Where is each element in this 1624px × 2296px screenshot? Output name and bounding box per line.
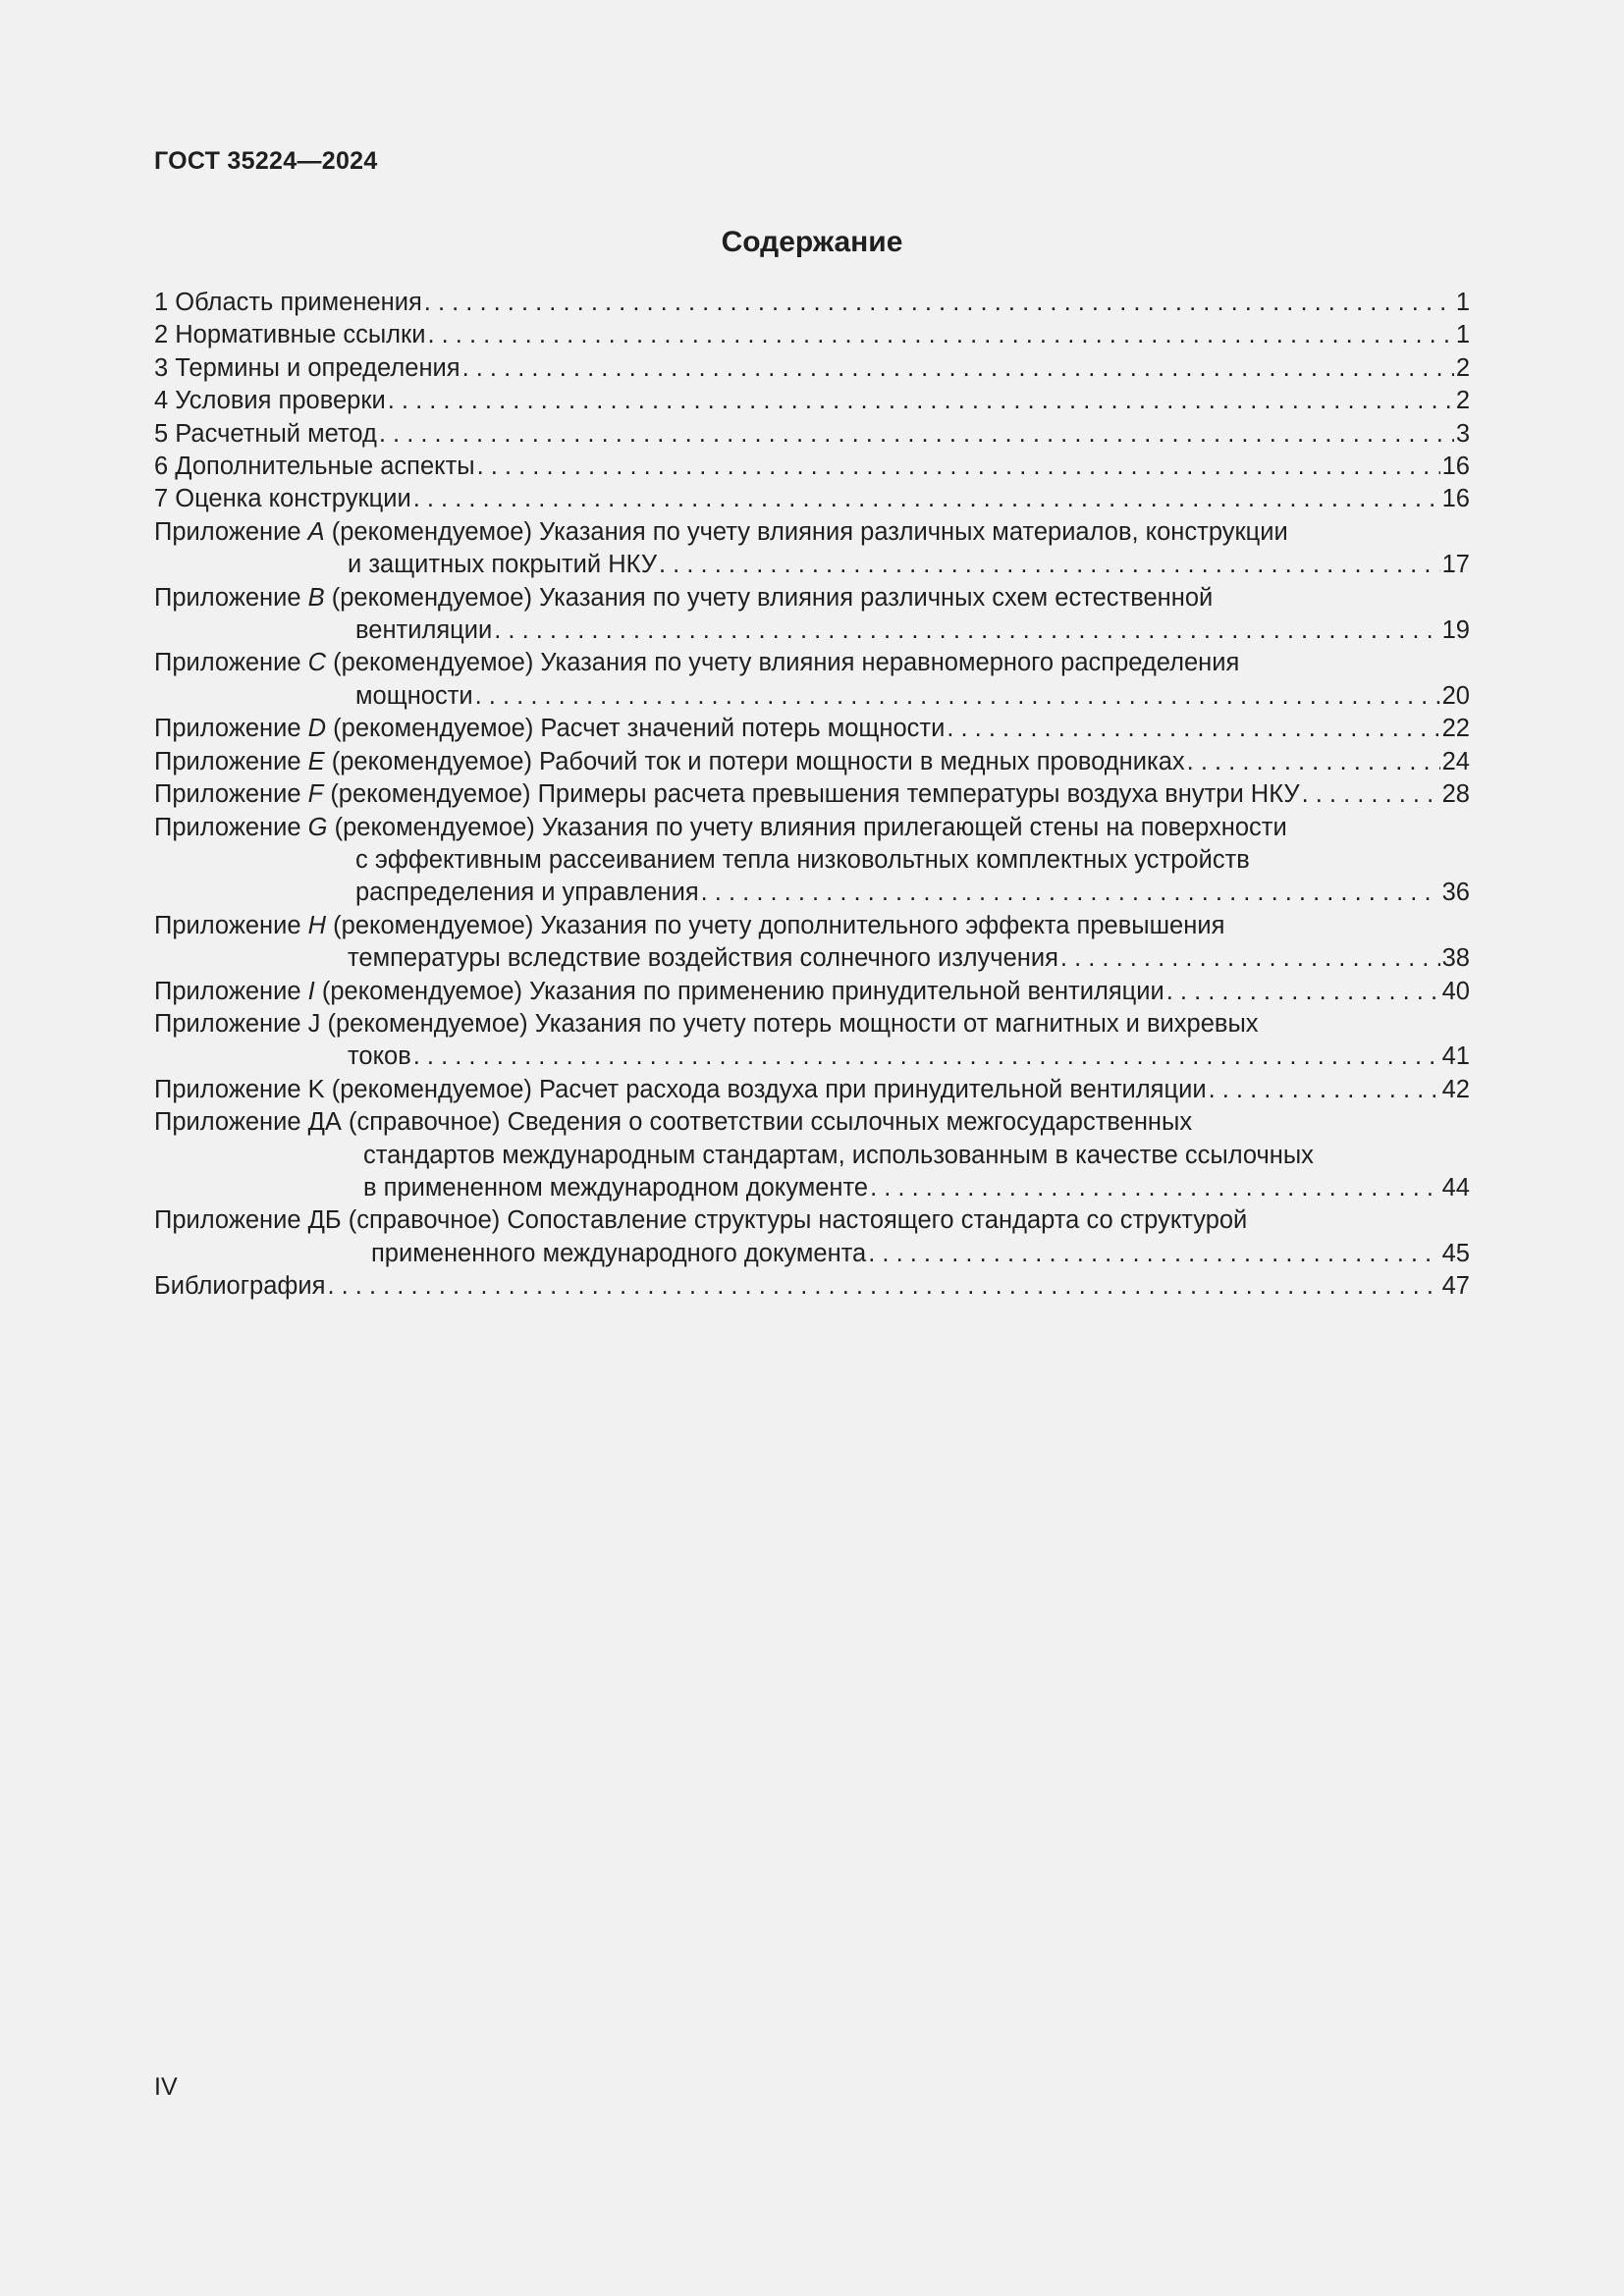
toc-page-number: 44 <box>1441 1173 1470 1201</box>
toc-entry-continuation[interactable] <box>154 614 1470 647</box>
toc-entry[interactable] <box>154 778 1470 811</box>
toc-entry-text <box>154 713 945 745</box>
page-number: IV <box>154 2073 178 2101</box>
toc-entry-text <box>154 778 1300 811</box>
table-of-contents <box>154 287 1470 1304</box>
dot-leader <box>413 1041 1440 1073</box>
toc-entry-continuation[interactable] <box>154 1140 1470 1172</box>
appendix-letter: А <box>307 517 325 546</box>
toc-entry[interactable] <box>154 287 1470 319</box>
appendix-letter: G <box>307 813 328 841</box>
toc-page-number: 19 <box>1441 616 1470 645</box>
appendix-letter: С <box>307 649 327 677</box>
toc-entry-text: 3 Термины и определения <box>154 353 460 382</box>
dot-leader <box>388 385 1454 417</box>
toc-entry[interactable] <box>154 1270 1470 1303</box>
toc-entry-text: 7 Оценка конструкции <box>154 485 411 513</box>
appendix-title: (рекомендуемое) Указания по учету дополнительного эффекта превышения <box>326 911 1225 939</box>
appendix-title: (рекомендуемое) Расчет значений потерь мощности <box>326 715 946 743</box>
toc-entry[interactable] <box>154 319 1470 351</box>
toc-entry-text <box>154 812 1287 844</box>
toc-page-number: 41 <box>1441 1042 1470 1071</box>
toc-entry-text: 4 Условия проверки <box>154 387 386 415</box>
toc-entry[interactable] <box>154 1074 1470 1106</box>
toc-entry[interactable] <box>154 713 1470 745</box>
toc-entry-text <box>154 910 1224 942</box>
toc-page-number: 40 <box>1441 977 1470 1005</box>
toc-page-number: 17 <box>1441 551 1470 579</box>
toc-entry[interactable] <box>154 582 1470 614</box>
dot-leader <box>327 1270 1439 1303</box>
appendix-letter: H <box>307 911 327 939</box>
appendix-letter: В <box>307 583 325 612</box>
toc-entry[interactable] <box>154 483 1470 515</box>
appendix-title: (рекомендуемое) Рабочий ток и потери мощности в медных проводниках <box>324 747 1185 775</box>
appendix-title: (рекомендуемое) Указания по учету влияния неравномерного распределения <box>326 649 1240 677</box>
appendix-prefix: Приложение <box>154 813 308 841</box>
toc-entry-text: Приложение K (рекомендуемое) Расчет расхода воздуха при принудительной вентиляции <box>154 1075 1207 1103</box>
dot-leader <box>701 877 1440 909</box>
toc-entry-text: примененного международного документа <box>371 1239 867 1267</box>
toc-entry[interactable] <box>154 812 1470 844</box>
appendix-prefix: Приложение <box>154 747 308 775</box>
appendix-prefix: Приложение <box>154 715 308 743</box>
toc-entry-continuation[interactable] <box>154 680 1470 713</box>
dot-leader <box>1166 976 1440 1008</box>
appendix-prefix: Приложение <box>154 977 308 1005</box>
dot-leader <box>477 451 1440 483</box>
appendix-title: (рекомендуемое) Указания по учету влияния прилегающей стены на поверхности <box>327 813 1287 841</box>
toc-entry-text: с эффективным рассеиванием тепла низковольтных комплектных устройств <box>355 845 1250 874</box>
document-header: ГОСТ 35224—2024 <box>154 147 378 175</box>
toc-entry[interactable] <box>154 516 1470 549</box>
toc-page-number: 2 <box>1455 353 1470 382</box>
toc-page-number: 22 <box>1441 715 1470 743</box>
appendix-prefix: Приложение <box>154 780 308 809</box>
toc-entry-text: Библиография <box>154 1272 326 1301</box>
appendix-title: (рекомендуемое) Указания по учету влияния различных материалов, конструкции <box>324 517 1288 546</box>
toc-entry-text: Приложение J (рекомендуемое) Указания по учету потерь мощности от магнитных и вихревых <box>154 1009 1259 1038</box>
toc-entry-text: и защитных покрытий НКУ <box>348 551 658 579</box>
appendix-letter: E <box>307 747 325 775</box>
appendix-letter: I <box>307 977 315 1005</box>
dot-leader <box>379 418 1454 451</box>
toc-entry[interactable] <box>154 1106 1470 1139</box>
toc-page-number: 20 <box>1441 681 1470 710</box>
toc-entry[interactable] <box>154 418 1470 451</box>
appendix-prefix: Приложение <box>154 583 308 612</box>
dot-leader <box>870 1172 1440 1204</box>
toc-page-number: 28 <box>1441 780 1470 809</box>
toc-entry-text: токов <box>348 1042 411 1071</box>
toc-entry-text: распределения и управления <box>355 879 699 907</box>
toc-entry-text <box>154 516 1288 549</box>
dot-leader <box>659 549 1440 581</box>
toc-entry[interactable] <box>154 1204 1470 1237</box>
appendix-prefix: Приложение <box>154 517 308 546</box>
toc-page-number: 16 <box>1441 485 1470 513</box>
toc-entry-text: Приложение ДБ (справочное) Сопоставление структуры настоящего стандарта со структурой <box>154 1206 1248 1235</box>
toc-entry-text <box>154 582 1213 614</box>
toc-entry[interactable] <box>154 385 1470 417</box>
toc-entry[interactable] <box>154 647 1470 679</box>
dot-leader <box>947 713 1439 745</box>
toc-entry-text: 5 Расчетный метод <box>154 419 377 448</box>
dot-leader <box>1302 778 1440 811</box>
dot-leader <box>1060 942 1440 975</box>
toc-entry[interactable] <box>154 976 1470 1008</box>
toc-entry-continuation[interactable] <box>154 877 1470 909</box>
appendix-title: (рекомендуемое) Примеры расчета превышения температуры воздуха внутри НКУ <box>323 780 1300 809</box>
toc-page-number: 47 <box>1441 1272 1470 1301</box>
toc-entry-text <box>154 647 1239 679</box>
toc-page-number: 3 <box>1455 419 1470 448</box>
toc-page-number: 38 <box>1441 944 1470 973</box>
toc-entry-continuation[interactable] <box>154 1172 1470 1204</box>
toc-entry-text: 6 Дополнительные аспекты <box>154 453 475 481</box>
toc-page-number: 24 <box>1441 747 1470 775</box>
toc-entry-text: 1 Область применения <box>154 289 422 316</box>
toc-entry-continuation[interactable] <box>154 844 1470 877</box>
toc-entry-continuation[interactable] <box>154 549 1470 581</box>
toc-entry-text: Приложение ДА (справочное) Сведения о соответствии ссылочных межгосударственных <box>154 1108 1193 1137</box>
toc-entry-text <box>154 746 1185 778</box>
dot-leader <box>424 287 1454 319</box>
dot-leader <box>494 614 1439 647</box>
appendix-letter: D <box>307 715 327 743</box>
toc-entry-text: мощности <box>355 681 473 710</box>
dot-leader <box>1209 1074 1440 1106</box>
toc-entry-text <box>154 976 1164 1008</box>
toc-page-number: 45 <box>1441 1239 1470 1267</box>
dot-leader <box>427 319 1453 351</box>
appendix-title: (рекомендуемое) Указания по учету влияния различных схем естественной <box>324 583 1214 612</box>
appendix-prefix: Приложение <box>154 911 308 939</box>
toc-entry-text: температуры вследствие воздействия солнечного излучения <box>348 944 1058 973</box>
toc-page-number: 16 <box>1441 453 1470 481</box>
dot-leader <box>475 680 1440 713</box>
toc-entry[interactable] <box>154 910 1470 942</box>
toc-entry-continuation[interactable] <box>154 942 1470 975</box>
appendix-letter: F <box>307 780 324 809</box>
toc-page-number: 1 <box>1455 289 1470 316</box>
toc-entry-text: 2 Нормативные ссылки <box>154 321 426 349</box>
toc-entry[interactable] <box>154 451 1470 483</box>
toc-entry[interactable] <box>154 746 1470 778</box>
toc-entry-continuation[interactable] <box>154 1238 1470 1270</box>
toc-entry-text: стандартов международным стандартам, использованным в качестве ссылочных <box>363 1141 1314 1169</box>
page-title: Содержание <box>721 226 903 258</box>
toc-entry-continuation[interactable] <box>154 1041 1470 1073</box>
dot-leader <box>868 1238 1439 1270</box>
toc-page-number: 1 <box>1455 321 1470 349</box>
appendix-title: (рекомендуемое) Указания по применению принудительной вентиляции <box>314 977 1164 1005</box>
toc-page-number: 2 <box>1455 387 1470 415</box>
dot-leader <box>1187 746 1440 778</box>
toc-page-number: 42 <box>1441 1075 1470 1103</box>
dot-leader <box>462 352 1454 385</box>
toc-entry[interactable] <box>154 352 1470 385</box>
toc-entry-text: в примененном международном документе <box>363 1173 869 1201</box>
toc-entry[interactable] <box>154 1008 1470 1041</box>
toc-entry-text: вентиляции <box>355 616 493 645</box>
appendix-prefix: Приложение <box>154 649 308 677</box>
dot-leader <box>413 483 1440 515</box>
toc-page-number: 36 <box>1441 879 1470 907</box>
